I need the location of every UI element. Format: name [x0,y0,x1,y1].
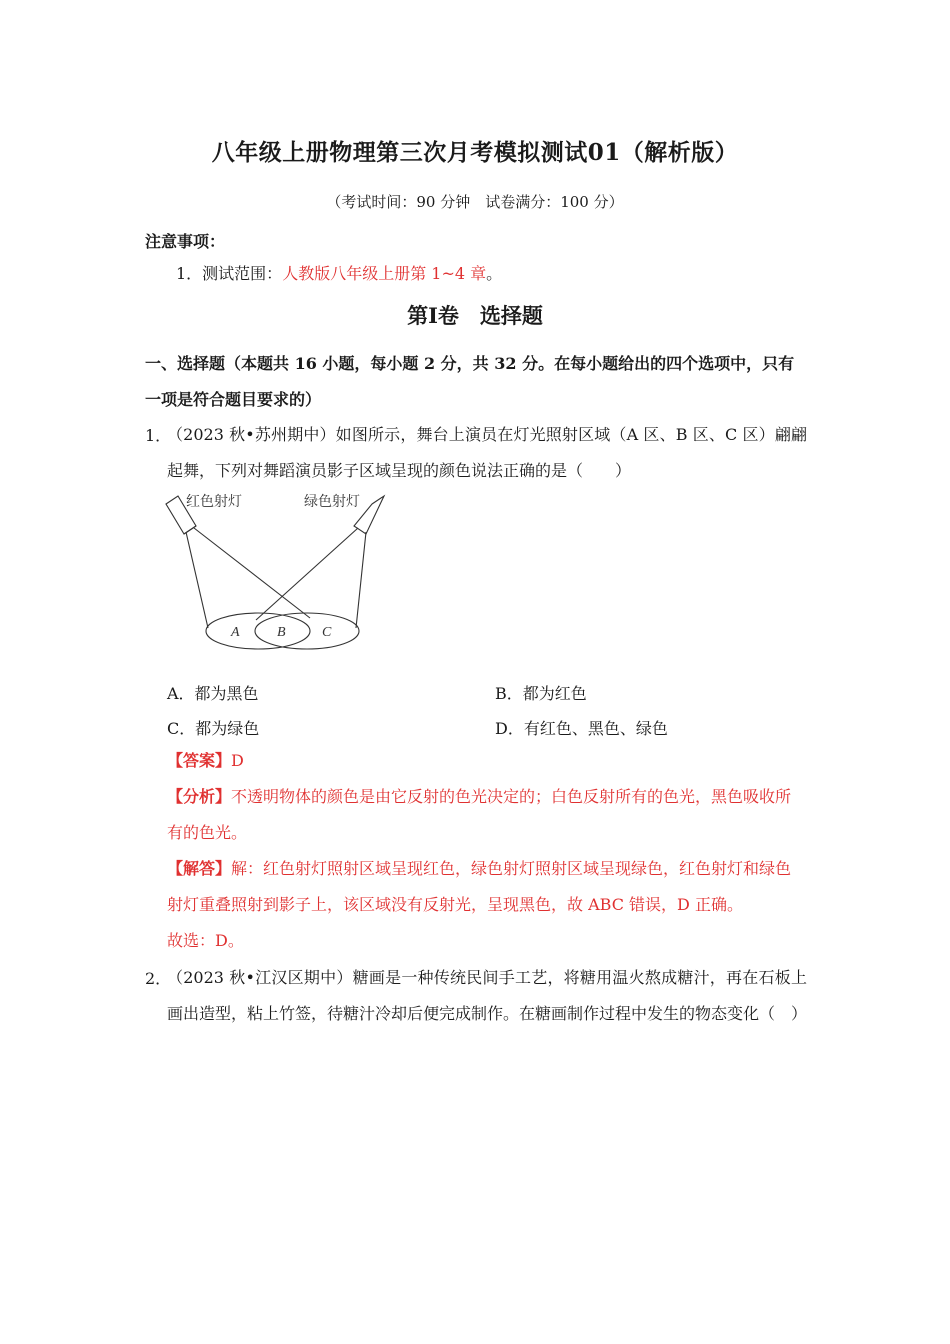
notice-item [176,261,502,284]
solution-tag: 【解答】 [167,859,232,878]
option-d[interactable]: D．有红色、黑色、绿色 [495,719,668,738]
section-title: 第Ⅰ卷 选择题 [407,303,543,328]
zone-a-label: A [231,625,240,640]
red-spotlight-label: 红色射灯 [186,493,242,509]
exam-info: （考试时间：90 分钟 试卷满分：100 分） [326,193,624,211]
solution-text: 解：红色射灯照射区域呈现红色，绿色射灯照射区域呈现绿色，红色射灯和绿色射灯重叠照射到影子上，该区域没有反射光，呈现黑色，故 ABC 错误，D 正确。 [167,859,792,914]
question-stem: （2023 秋•江汉区期中）糖画是一种传统民间手工艺，将糖用温火熬成糖汁，再在石板上画出造型，粘上竹签，待糖汁冷却后便完成制作。在糖画制作过程中发生的物态变化（ ） [167,968,808,1023]
question-stem: （2023 秋•苏州期中）如图所示，舞台上演员在灯光照射区域（A 区、B 区、C 区）翩翩起舞，下列对舞蹈演员影子区域呈现的颜色说法正确的是（ ） [167,425,807,480]
option-b[interactable]: B．都为红色 [495,684,587,703]
option-c[interactable]: C．都为绿色 [167,719,260,738]
analysis-text: 不透明物体的颜色是由它反射的色光决定的；白色反射所有的色光，黑色吸收所有的色光。 [167,787,792,842]
answer-line [167,743,807,779]
green-spotlight-label: 绿色射灯 [304,493,360,509]
final-choice: 故选：D。 [167,931,244,950]
notice-item-scope: 人教版八年级上册第 1~4 章 [282,264,487,283]
option-a[interactable]: A．都为黑色 [167,684,259,703]
question-number: 1． [145,426,172,445]
solution-block [167,851,807,923]
notice-heading: 注意事项： [145,232,226,251]
zone-c-label: C [322,625,332,640]
answer-tag: 【答案】 [167,751,232,770]
notice-item-prefix: 1．测试范围： [176,264,283,283]
zone-b-label: B [277,625,286,640]
question-number: 2． [145,969,172,988]
page-title: 八年级上册物理第三次月考模拟测试01（解析版） [211,139,739,166]
stage-light-figure [160,486,400,660]
part-heading: 一、选择题（本题共 16 小题，每小题 2 分，共 32 分。在每小题给出的四个选项中，只有一项是符合题目要求的） [145,354,795,409]
stage-light-diagram [160,486,400,656]
analysis-tag: 【分析】 [167,787,232,806]
analysis-block [167,779,807,851]
notice-item-suffix: 。 [486,264,503,283]
answer-value: D [231,751,244,770]
